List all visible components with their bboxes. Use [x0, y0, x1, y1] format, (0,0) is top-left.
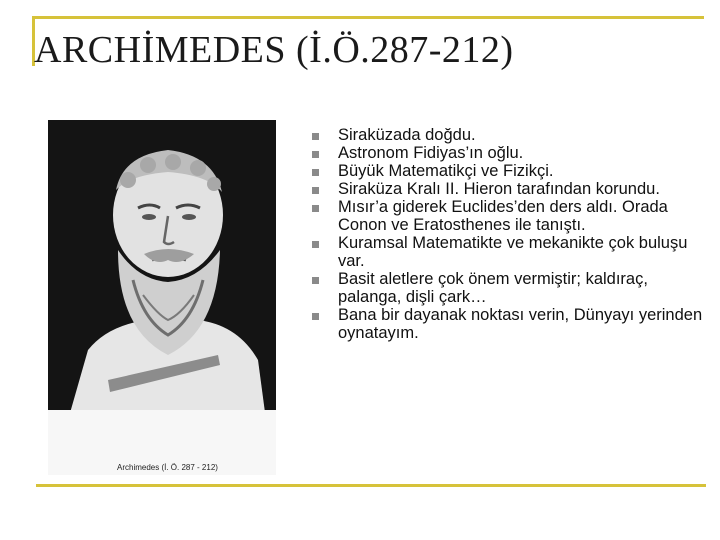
square-bullet-icon — [312, 169, 319, 176]
bottom-rule — [36, 484, 706, 487]
square-bullet-icon — [312, 205, 319, 212]
bullet-item: Siraküza Kralı II. Hieron tarafından korundu. — [312, 180, 712, 198]
bullet-list — [312, 126, 712, 342]
bust-portrait-icon — [48, 120, 276, 475]
archimedes-bust-portrait — [48, 120, 276, 475]
square-bullet-icon — [312, 277, 319, 284]
bullet-item: Büyük Matematikçi ve Fizikçi. — [312, 162, 712, 180]
bullet-item: Astronom Fidiyas’ın oğlu. — [312, 144, 712, 162]
bullet-item: Bana bir dayanak noktası verin, Dünyayı yerinden oynatayım. — [312, 306, 712, 342]
portrait-caption: Archimedes (İ. Ö. 287 - 212) — [117, 463, 218, 472]
bullet-item: Basit aletlere çok önem vermiştir; kaldıraç, palanga, dişli çark… — [312, 270, 712, 306]
square-bullet-icon — [312, 313, 319, 320]
bullet-item: Kuramsal Matematikte ve mekanikte çok buluşu var. — [312, 234, 712, 270]
bullet-item: Siraküzada doğdu. — [312, 126, 712, 144]
slide-title: ARCHİMEDES (İ.Ö.287-212) — [34, 29, 514, 71]
bullet-item: Mısır’a giderek Euclides’den ders aldı. Orada Conon ve Eratosthenes ile tanıştı. — [312, 198, 712, 234]
square-bullet-icon — [312, 241, 319, 248]
square-bullet-icon — [312, 133, 319, 140]
square-bullet-icon — [312, 151, 319, 158]
square-bullet-icon — [312, 187, 319, 194]
